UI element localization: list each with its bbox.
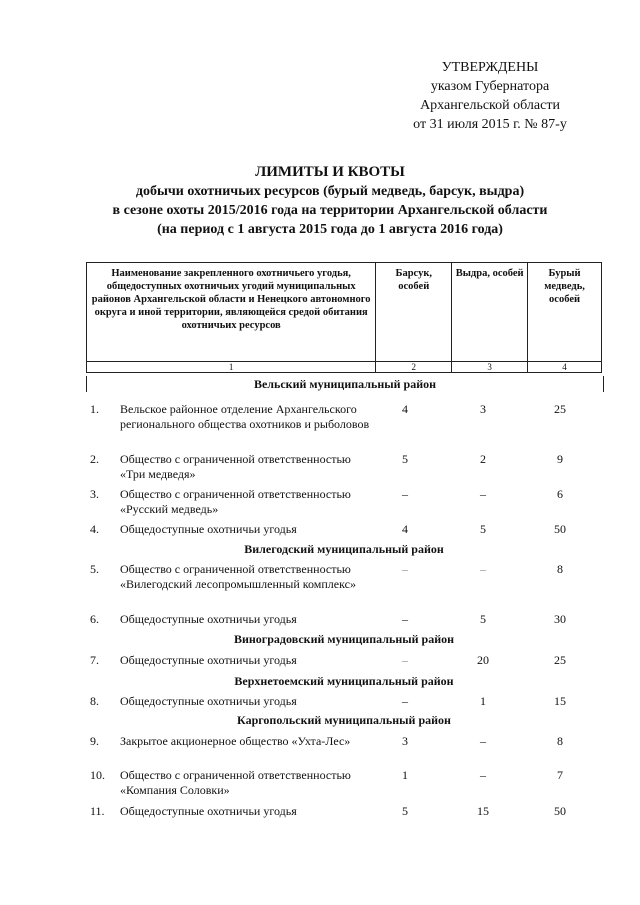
district-heading: Вельский муниципальный район: [86, 376, 604, 392]
row-name: Общество с ограниченной ответственностью «Русский медведь»: [120, 487, 351, 516]
row-name: Общедоступные охотничьи угодья: [120, 694, 297, 708]
district-heading: Вилегодский муниципальный район: [244, 542, 444, 556]
otter-value: 1: [480, 694, 486, 708]
bear-value: 30: [554, 612, 566, 626]
row-number: 3.: [90, 487, 99, 501]
column-number: 1: [87, 362, 376, 373]
row-number: 2.: [90, 452, 99, 466]
badger-value: –: [402, 612, 408, 626]
badger-value: 5: [402, 452, 408, 466]
badger-value: –: [402, 562, 408, 576]
row-name: Общедоступные охотничьи угодья: [120, 804, 297, 818]
badger-value: –: [402, 653, 408, 667]
row-name: Общедоступные охотничьи угодья: [120, 653, 297, 667]
otter-value: 5: [480, 522, 486, 536]
badger-value: 3: [402, 734, 408, 748]
badger-value: 1: [402, 768, 408, 782]
district-heading: Виноградовский муниципальный район: [233, 632, 455, 646]
otter-value: –: [480, 487, 486, 501]
column-header-bear: Бурый медведь, особей: [528, 263, 602, 362]
approval-block: [380, 58, 600, 134]
row-number: 5.: [90, 562, 99, 576]
otter-value: 2: [480, 452, 486, 466]
title-period: (на период с 1 августа 2015 года до 1 августа 2016 года): [157, 222, 503, 237]
column-number: 3: [452, 362, 528, 373]
otter-value: –: [480, 734, 486, 748]
row-number: 11.: [90, 804, 105, 818]
bear-value: 25: [554, 402, 566, 416]
otter-value: –: [480, 562, 486, 576]
otter-value: –: [480, 768, 486, 782]
column-number: 2: [376, 362, 452, 373]
badger-value: 4: [402, 402, 408, 416]
row-number: 9.: [90, 734, 99, 748]
title-subtitle: добычи охотничьих ресурсов (бурый медведь, барсук, выдра): [135, 184, 525, 199]
document-title: [40, 163, 620, 239]
row-number: 10.: [90, 768, 105, 782]
district-heading: Верхнетоемский муниципальный район: [234, 674, 454, 688]
otter-value: 3: [480, 402, 486, 416]
row-name: Закрытое акционерное общество «Ухта-Лес»: [120, 734, 351, 748]
bear-value: 9: [557, 452, 563, 466]
row-number: 7.: [90, 653, 99, 667]
approval-heading: УТВЕРЖДЕНЫ: [441, 60, 539, 75]
row-name: Общедоступные охотничьи угодья: [120, 612, 297, 626]
limits-table-header: [86, 262, 602, 373]
bear-value: 8: [557, 562, 563, 576]
approval-line: Архангельской области: [420, 98, 560, 113]
bear-value: 50: [554, 522, 566, 536]
column-header-otter: Выдра, особей: [452, 263, 528, 362]
row-name: Вельское районное отделение Архангельского регионального общества охотников и рыболовов: [120, 402, 370, 431]
bear-value: 8: [557, 734, 563, 748]
approval-date: от 31 июля 2015 г. № 87-у: [413, 117, 567, 132]
title-main: ЛИМИТЫ И КВОТЫ: [255, 164, 405, 180]
row-name: Общество с ограниченной ответственностью «Три медведя»: [120, 452, 351, 481]
bear-value: 25: [554, 653, 566, 667]
row-number: 1.: [90, 402, 99, 416]
row-name: Общедоступные охотничьи угодья: [120, 522, 297, 536]
column-number: 4: [528, 362, 602, 373]
column-header-name: Наименование закрепленного охотничьего угодья, общедоступных охотничьих угодий муниципальных районов Архангельской области и Ненецкого автономного округа и иной территории, являющейся средой обитания охотничьих ресурсов: [87, 263, 376, 362]
bear-value: 7: [557, 768, 563, 782]
badger-value: –: [402, 487, 408, 501]
row-name: Общество с ограниченной ответственностью «Вилегодский лесопромышленный комплекс»: [120, 562, 356, 591]
otter-value: 5: [480, 612, 486, 626]
otter-value: 20: [477, 653, 489, 667]
row-number: 6.: [90, 612, 99, 626]
bear-value: 15: [554, 694, 566, 708]
badger-value: –: [402, 694, 408, 708]
title-subtitle: в сезоне охоты 2015/2016 года на территории Архангельской области: [112, 203, 548, 218]
column-header-badger: Барсук, особей: [376, 263, 452, 362]
row-number: 8.: [90, 694, 99, 708]
district-heading: Каргопольский муниципальный район: [237, 713, 451, 727]
bear-value: 6: [557, 487, 563, 501]
row-number: 4.: [90, 522, 99, 536]
badger-value: 5: [402, 804, 408, 818]
bear-value: 50: [554, 804, 566, 818]
row-name: Общество с ограниченной ответственностью «Компания Соловки»: [120, 768, 351, 797]
badger-value: 4: [402, 522, 408, 536]
otter-value: 15: [477, 804, 489, 818]
approval-line: указом Губернатора: [430, 79, 550, 94]
